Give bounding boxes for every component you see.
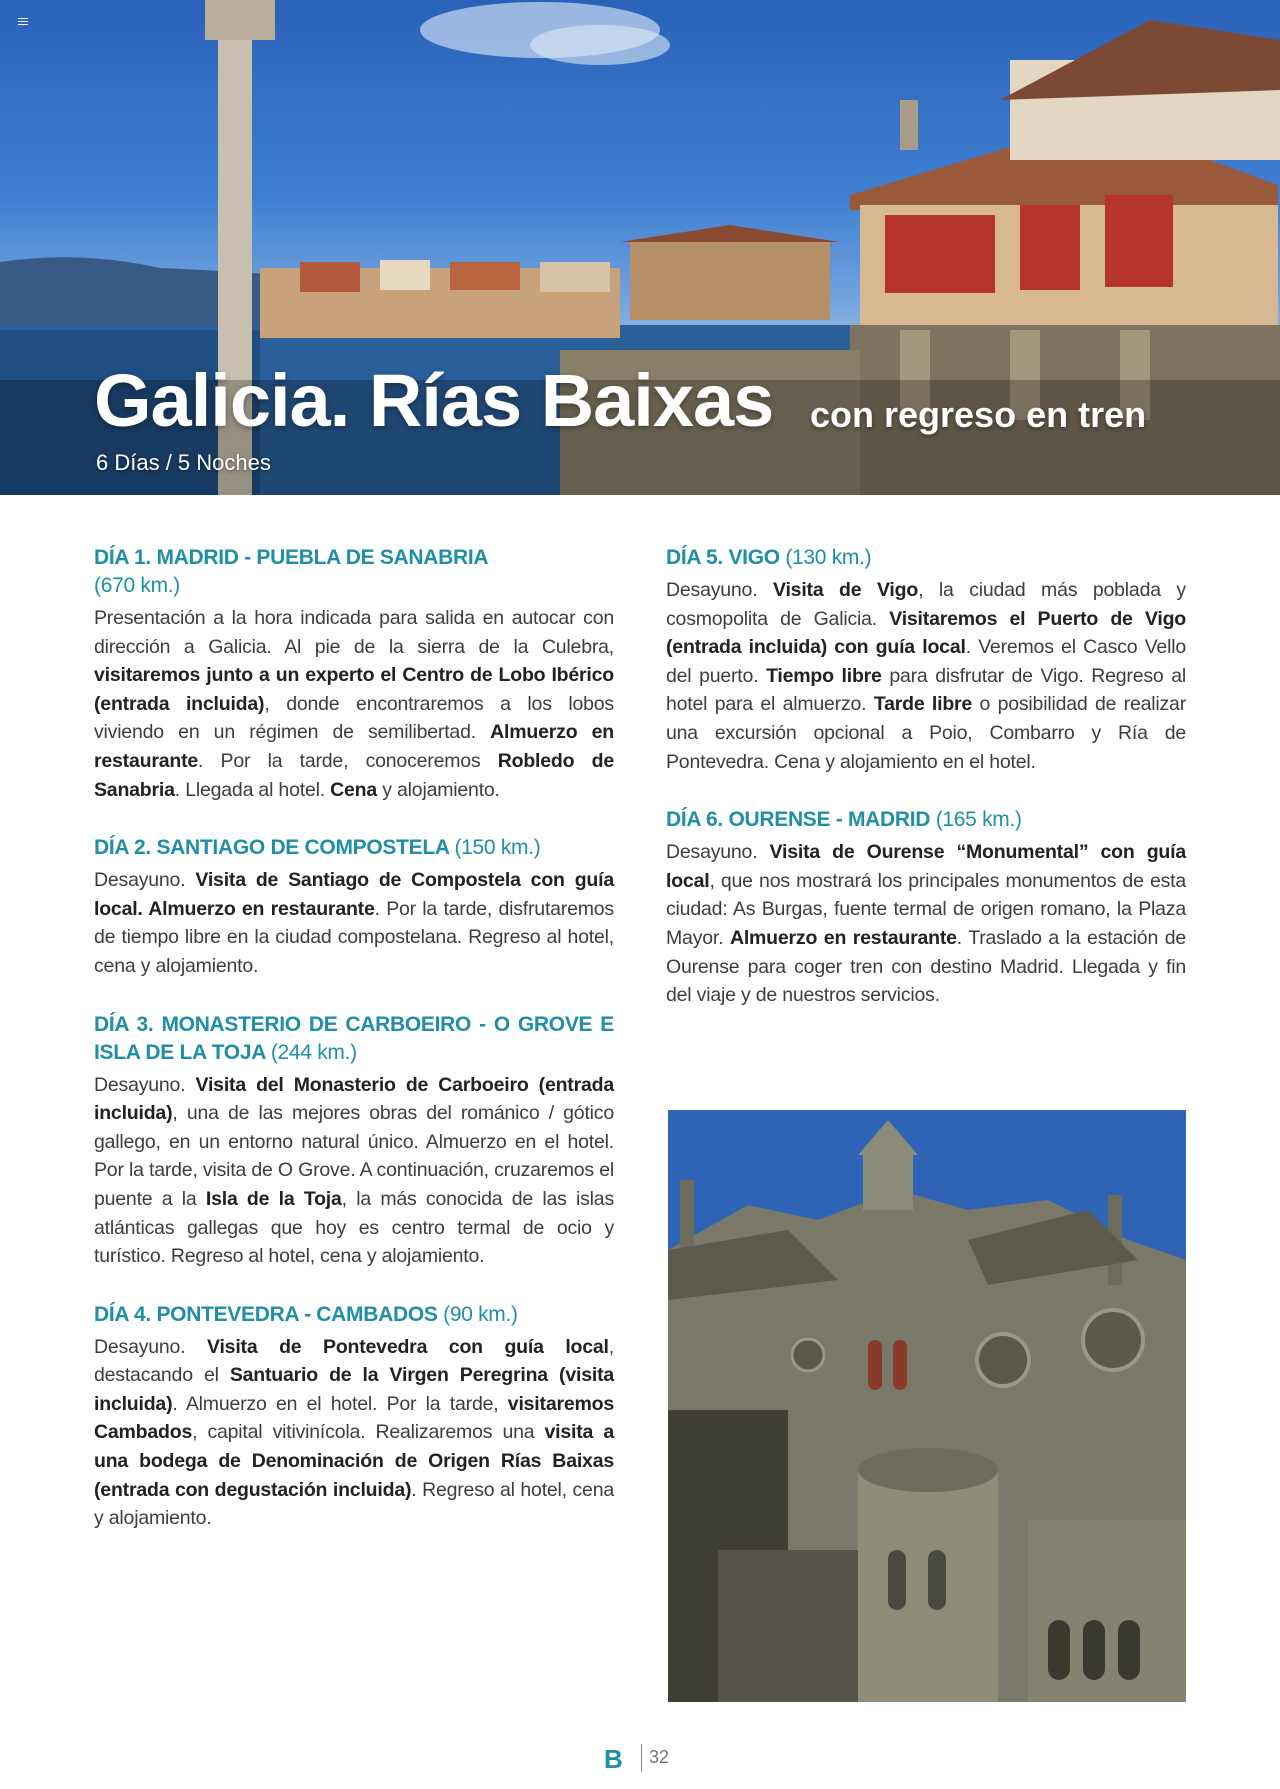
highlight-text: Visita de Ourense “Monumental” con guía local: [666, 841, 1186, 892]
footer-divider: [641, 1744, 642, 1772]
highlight-text: Visita del Monasterio de Carboeiro (entrada incluida): [94, 1073, 614, 1125]
highlight-text: Cena: [330, 778, 378, 801]
body-text: . Regreso al hotel, cena y alojamiento.: [94, 1478, 614, 1530]
itinerary-right-column: [666, 544, 1186, 1040]
highlight-text: visitaremos junto a un experto el Centro de Lobo Ibérico (entrada incluida): [94, 664, 614, 715]
day-section: [666, 544, 1186, 776]
day-heading: [666, 806, 1186, 834]
day-distance: (90 km.): [443, 1302, 518, 1326]
body-text: . Veremos el Casco Vello del puerto.: [666, 636, 1186, 687]
highlight-text: Visita de Pontevedra con guía local: [207, 1335, 609, 1358]
day-section: [94, 834, 614, 980]
day-description: [666, 838, 1186, 1010]
day-description: [94, 604, 614, 804]
body-text: . Llegada al hotel.: [174, 778, 331, 801]
day-distance: (130 km.): [785, 546, 872, 569]
day-heading: [94, 834, 614, 862]
day-title: DÍA 3. MONASTERIO DE CARBOEIRO - O GROVE E ISLA DE LA TOJA: [94, 1012, 614, 1064]
day-heading: [94, 544, 614, 600]
body-text: Presentación a la hora indicada para salida en autocar con dirección a Galicia. Al pie de la sierra de la Culebra,: [94, 607, 614, 658]
day-description: [94, 1333, 614, 1533]
highlight-text: Isla de la Toja: [205, 1187, 342, 1210]
day-section: [94, 1301, 614, 1533]
day-section: [666, 806, 1186, 1010]
highlight-text: Visita de Vigo: [773, 579, 919, 601]
day-description: [94, 866, 614, 980]
day-distance: (165 km.): [935, 808, 1022, 832]
highlight-text: Almuerzo en restaurante: [94, 721, 614, 772]
highlight-text: Robledo de Sanabria: [94, 749, 614, 801]
itinerary-left-column: [94, 544, 614, 1563]
highlight-text: Visita de Santiago de Compostela con guía local. Almuerzo en restaurante: [94, 869, 614, 920]
body-text: , una de las mejores obras del románico / gótico gallego, en un entorno natural único. Almuerzo en el hotel. Por la tarde, visita de O Grove. A continuación, cruzaremos el puente a la: [94, 1102, 614, 1210]
body-text: Desayuno.: [666, 841, 770, 864]
brand-logo: B: [604, 1744, 623, 1774]
menu-icon[interactable]: [18, 18, 28, 28]
body-text: , donde encontraremos a los lobos viviendo en un régimen de semilibertad.: [94, 692, 614, 744]
body-text: . Por la tarde, conoceremos: [198, 749, 498, 772]
highlight-text: Tiempo libre: [766, 664, 882, 687]
body-text: y alojamiento.: [377, 778, 500, 801]
highlight-text: Tarde libre: [873, 693, 973, 716]
body-text: , la más conocida de las islas atlánticas gallegas que hoy es centro termal de ocio y turístico. Regreso al hotel, cena y alojamiento.: [94, 1187, 614, 1268]
body-text: , capital vitivinícola. Realizaremos una: [192, 1421, 545, 1444]
hero-banner: [0, 0, 1280, 495]
day-description: [666, 576, 1186, 776]
highlight-text: visita a una bodega de Denominación de Origen Rías Baixas (entrada con degustación incluida): [94, 1421, 614, 1501]
body-text: . Traslado a la estación de Ourense para coger tren con destino Madrid. Llegada y fin del viaje y de nuestros servicios.: [666, 926, 1186, 1007]
highlight-text: Santuario de la Virgen Peregrina (visita incluida): [94, 1364, 615, 1415]
day-section: [94, 544, 614, 804]
page-title: Galicia. Rías Baixas: [94, 359, 774, 442]
body-text: . Almuerzo en el hotel. Por la tarde,: [172, 1392, 508, 1415]
day-distance: (244 km.): [270, 1040, 357, 1064]
body-text: , la ciudad más poblada y cosmopolita de Galicia.: [666, 579, 1186, 630]
day-title: DÍA 4. PONTEVEDRA - CAMBADOS: [94, 1302, 438, 1326]
day-heading: [94, 1301, 614, 1329]
day-title: DÍA 6. OURENSE - MADRID: [666, 808, 931, 832]
page-subtitle: con regreso en tren: [810, 394, 1147, 435]
body-text: Desayuno.: [94, 1335, 208, 1358]
page-number: 32: [649, 1747, 670, 1767]
day-section: [94, 1011, 614, 1271]
day-distance: (150 km.): [454, 836, 541, 860]
day-distance: (670 km.): [94, 574, 180, 597]
highlight-text: Almuerzo en restaurante: [729, 926, 957, 949]
monastery-photo: [668, 1110, 1186, 1702]
highlight-text: Visitaremos el Puerto de Vigo (entrada incluida) con guía local: [666, 607, 1186, 659]
highlight-text: visitaremos Cambados: [94, 1392, 614, 1444]
day-title: DÍA 2. SANTIAGO DE COMPOSTELA: [94, 836, 449, 860]
body-text: o posibilidad de realizar una excursión opcional a Poio, Combarro y Ría de Pontevedra. Cena y alojamiento en el hotel.: [666, 693, 1186, 773]
day-heading: [666, 544, 1186, 572]
body-text: Desayuno.: [666, 579, 773, 601]
body-text: Desayuno.: [94, 1073, 196, 1096]
day-description: [94, 1071, 614, 1271]
body-text: , destacando el: [94, 1335, 614, 1387]
body-text: para disfrutar de Vigo. Regreso al hotel para el almuerzo.: [666, 664, 1186, 716]
day-title: DÍA 5. VIGO: [666, 546, 780, 569]
day-title: DÍA 1. MADRID - PUEBLA DE SANABRIA: [94, 546, 489, 569]
body-text: . Por la tarde, disfrutaremos de tiempo libre en la ciudad compostelana. Regreso al hotel, cena y alojamiento.: [94, 897, 614, 977]
day-heading: [94, 1011, 614, 1067]
trip-duration: 6 Días / 5 Noches: [96, 450, 271, 475]
body-text: , que nos mostrará los principales monumentos de esta ciudad: As Burgas, fuente termal de origen romano, la Plaza Mayor.: [666, 869, 1186, 949]
body-text: Desayuno.: [94, 869, 196, 892]
